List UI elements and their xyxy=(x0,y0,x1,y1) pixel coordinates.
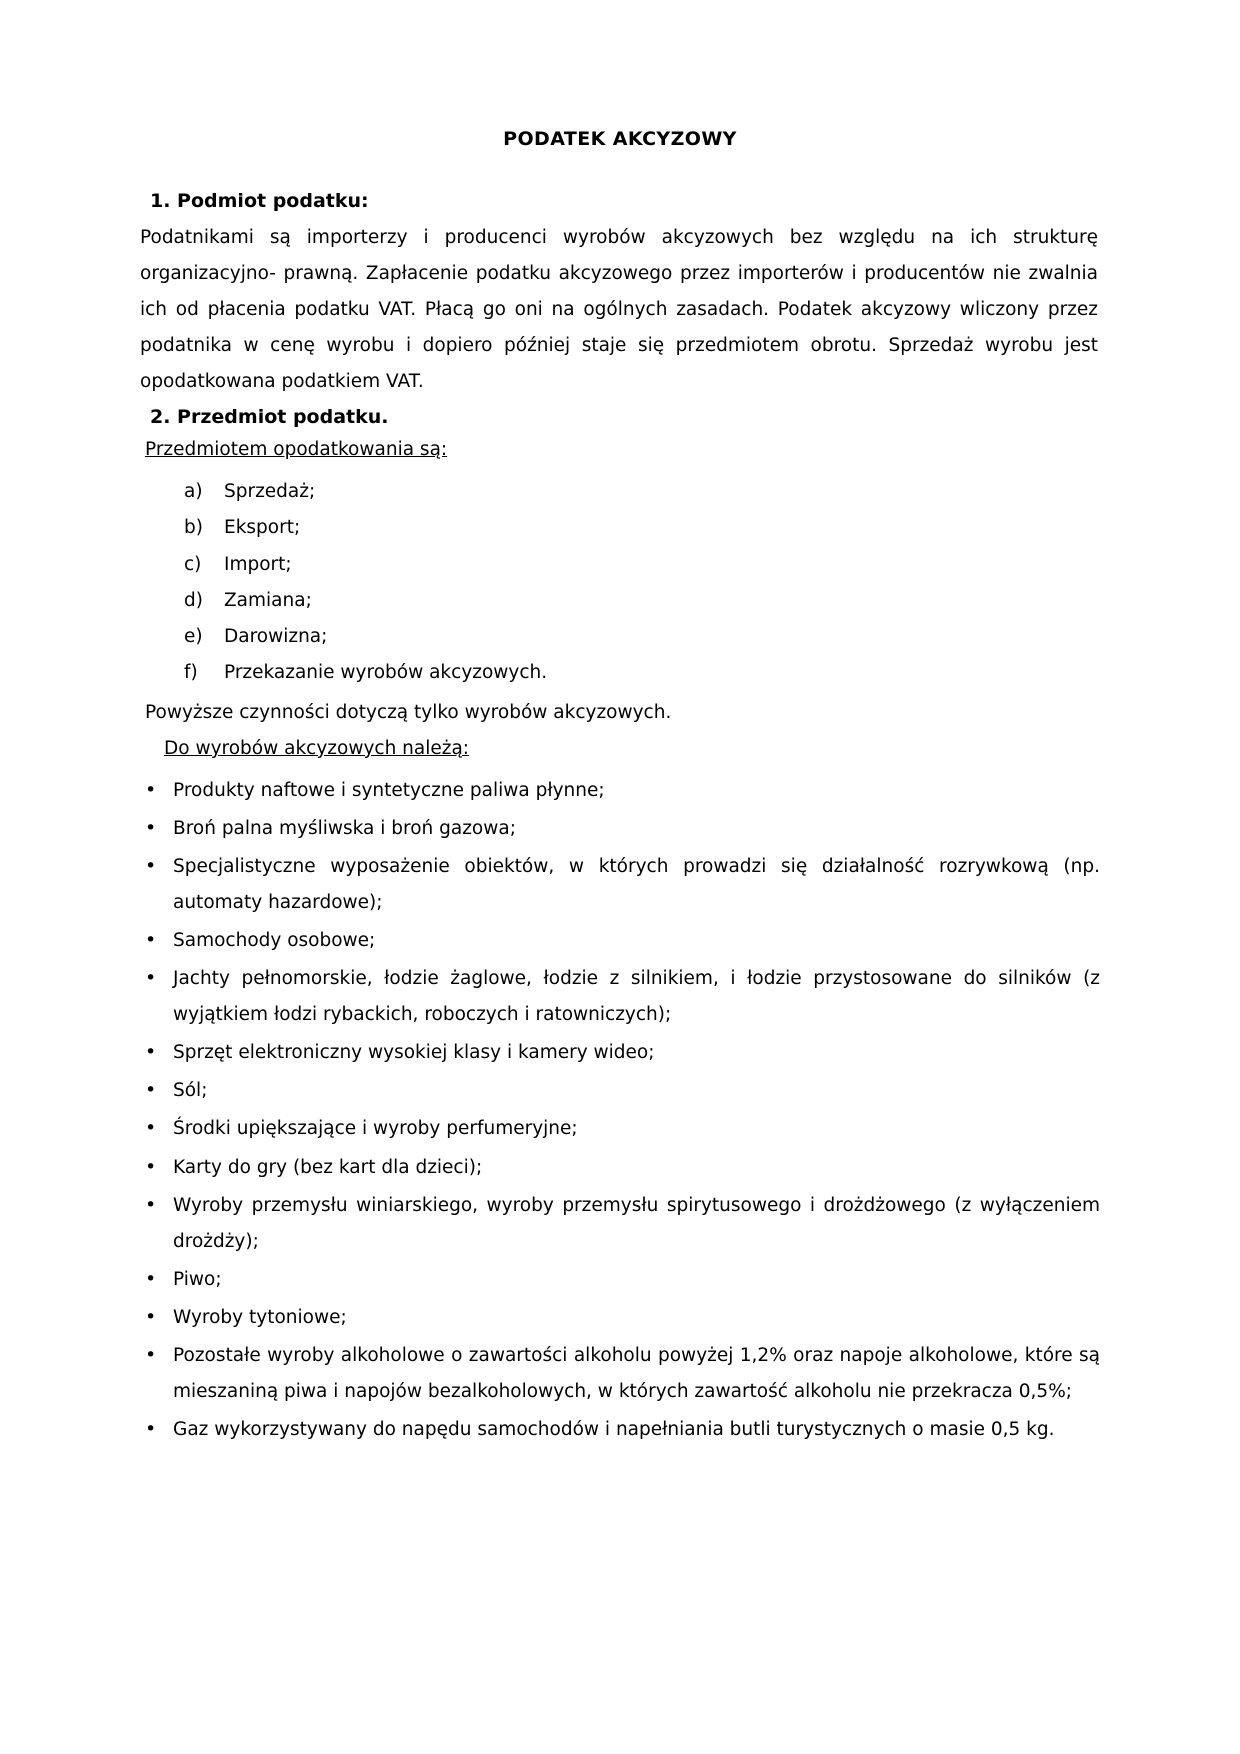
list-item xyxy=(140,849,1100,921)
list-item xyxy=(140,1035,1100,1071)
list-item-label: Darowizna; xyxy=(224,625,328,647)
list-item-label: Pozostałe wyroby alkoholowe o zawartości alkoholu powyżej 1,2% oraz napoje alkoholowe, które są mieszaniną piwa i napojów bezalkoholowych, w których zawartość alkoholu nie przekracza 0,5%; xyxy=(173,1344,1100,1402)
goods-intro: Do wyrobów akcyzowych należą: xyxy=(164,737,470,759)
bullet-icon: • xyxy=(145,929,157,952)
bullet-icon: • xyxy=(145,1079,157,1102)
list-marker: c) xyxy=(184,553,202,575)
list-item-label: Zamiana; xyxy=(224,589,312,611)
list-item xyxy=(140,773,1100,809)
list-item-label: Karty do gry (bez kart dla dzieci); xyxy=(173,1156,483,1178)
list-marker: d) xyxy=(184,589,203,611)
bullet-icon: • xyxy=(145,1193,157,1216)
list-item-label: Samochody osobowe; xyxy=(173,930,376,952)
list-item-label: Gaz wykorzystywany do napędu samochodów i napełniania butli turystycznych o masie 0,5 kg. xyxy=(173,1418,1055,1440)
bullet-icon: • xyxy=(145,1417,157,1440)
list-item-label: Import; xyxy=(224,553,292,575)
list-item-label: Wyroby tytoniowe; xyxy=(173,1306,347,1328)
list-item xyxy=(140,1111,1100,1147)
list-item xyxy=(140,1150,1100,1186)
bullet-icon: • xyxy=(145,967,157,990)
section-1-paragraph: Podatnikami są importerzy i producenci wyrobów akcyzowych bez względu na ich strukturę organizacyjno- prawną. Zapłacenie podatku akcyzowego przez importerów i producentów nie zwalnia ich od płacenia podatku VAT. Płacą go oni na ogólnych zasadach. Podatek akcyzowy wliczony przez podatnika w cenę wyrobu i dopiero później staje się przedmiotem obrotu. Sprzedaż wyrobu jest opodatkowana podatkiem VAT. xyxy=(140,227,1098,393)
list-item xyxy=(184,474,1100,510)
section-2-heading: 2. Przedmiot podatku. xyxy=(150,406,389,429)
bullet-icon: • xyxy=(145,1041,157,1064)
list-item-label: Jachty pełnomorskie, łodzie żaglowe, łodzie z silnikiem, i łodzie przystosowane do silników (z wyjątkiem łodzi rybackich, roboczych i ratowniczych); xyxy=(173,968,1100,1026)
section-1-heading: 1. Podmiot podatku: xyxy=(150,190,369,212)
list-item-label: Piwo; xyxy=(173,1268,222,1290)
list-item xyxy=(140,1300,1100,1336)
list-item-label: Broń palna myśliwska i broń gazowa; xyxy=(173,817,516,839)
list-item xyxy=(184,547,1100,583)
bullet-icon: • xyxy=(145,1305,157,1328)
bullet-icon: • xyxy=(145,1155,157,1178)
list-item-label: Przekazanie wyrobów akcyzowych. xyxy=(224,661,548,683)
subject-list xyxy=(140,474,1100,690)
list-item-label: Środki upiększające i wyroby perfumeryjne; xyxy=(173,1118,578,1140)
bullet-icon: • xyxy=(145,1343,157,1366)
list-item-label: Sprzedaż; xyxy=(224,481,316,503)
list-item xyxy=(184,583,1100,619)
list-item-label: Produkty naftowe i syntetyczne paliwa płynne; xyxy=(173,779,605,801)
list-item-label: Sprzęt elektroniczny wysokiej klasy i kamery wideo; xyxy=(173,1042,655,1064)
list-item xyxy=(140,1412,1100,1448)
goods-list xyxy=(140,773,1100,1448)
page-title: PODATEK AKCYZOWY xyxy=(503,128,737,150)
list-item xyxy=(140,811,1100,847)
list-item xyxy=(184,619,1100,655)
bullet-icon: • xyxy=(145,1267,157,1290)
list-item xyxy=(140,1338,1100,1410)
list-marker: f) xyxy=(184,661,198,683)
list-item xyxy=(140,1262,1100,1298)
bullet-icon: • xyxy=(145,1117,157,1140)
subject-intro: Przedmiotem opodatkowania są: xyxy=(145,439,448,461)
list-item-label: Eksport; xyxy=(224,517,301,539)
after-items-note: Powyższe czynności dotyczą tylko wyrobów akcyzowych. xyxy=(145,701,672,723)
bullet-icon: • xyxy=(145,855,157,877)
list-marker: a) xyxy=(184,481,203,503)
list-item xyxy=(184,510,1100,546)
bullet-icon: • xyxy=(145,778,157,801)
list-item-label: Sól; xyxy=(173,1080,208,1102)
list-item-label: Wyroby przemysłu winiarskiego, wyroby przemysłu spirytusowego i drożdżowego (z wyłączeniem drożdży); xyxy=(173,1194,1100,1252)
list-item xyxy=(140,923,1100,959)
list-marker: e) xyxy=(184,625,203,647)
list-item xyxy=(184,655,1100,691)
list-item xyxy=(140,961,1100,1033)
list-item xyxy=(140,1073,1100,1109)
list-item-label: Specjalistyczne wyposażenie obiektów, w których prowadzi się działalność rozrywkową (np. automaty hazardowe); xyxy=(173,856,1100,914)
list-marker: b) xyxy=(184,517,203,539)
bullet-icon: • xyxy=(145,816,157,839)
list-item xyxy=(140,1188,1100,1260)
